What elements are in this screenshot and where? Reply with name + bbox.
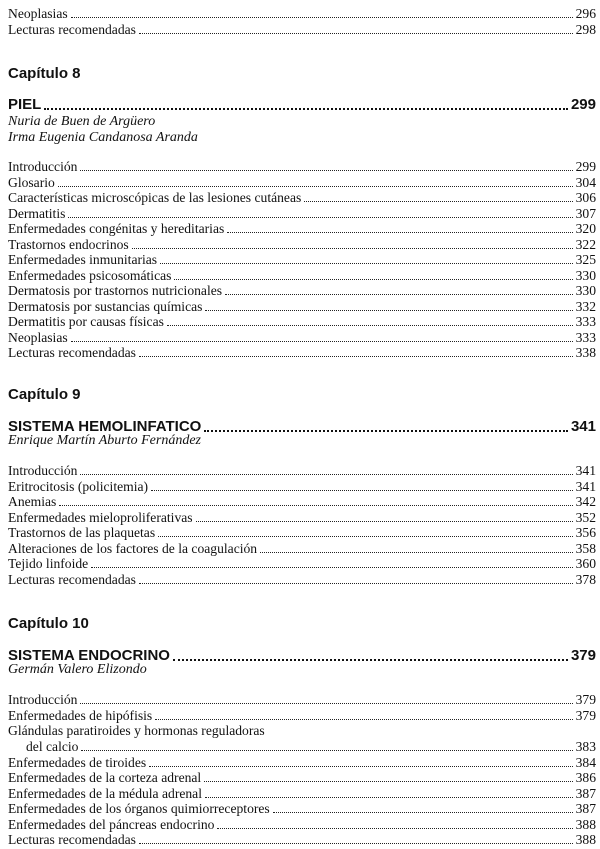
- toc-entry: Enfermedades de la médula adrenal 387: [8, 786, 596, 801]
- toc-entry: Enfermedades inmunitarias 325: [8, 252, 596, 267]
- toc-entry: Neoplasias 296: [8, 6, 596, 21]
- toc-entry: Enfermedades de tiroides 384: [8, 755, 596, 770]
- toc-entry: Características microscópicas de las lesiones cutáneas 306: [8, 190, 596, 205]
- chapter-author: Germán Valero Elizondo: [8, 662, 147, 677]
- toc-entry: Dermatosis por sustancias químicas 332: [8, 299, 596, 314]
- toc-entry: Enfermedades de la corteza adrenal 386: [8, 770, 596, 785]
- toc-entry-wrapped: Glándulas paratiroides y hormonas reguladoras: [8, 723, 265, 738]
- toc-entry: Enfermedades psicosomáticas 330: [8, 268, 596, 283]
- chapter-heading: Capítulo 10: [8, 615, 89, 632]
- toc-entry: Enfermedades congénitas y hereditarias 320: [8, 221, 596, 236]
- toc-entry: Anemias 342: [8, 494, 596, 509]
- toc-entry: Trastornos de las plaquetas 356: [8, 525, 596, 540]
- toc-entry: Dermatitis por causas físicas 333: [8, 314, 596, 329]
- toc-entry: Enfermedades mieloproliferativas 352: [8, 510, 596, 525]
- toc-entry: del calcio 383: [26, 739, 596, 754]
- toc-entry: Alteraciones de los factores de la coagulación 358: [8, 541, 596, 556]
- toc-entry: Lecturas recomendadas 388: [8, 832, 596, 847]
- toc-entry: Lecturas recomendadas 298: [8, 22, 596, 37]
- chapter-heading: Capítulo 9: [8, 386, 81, 403]
- chapter-author: Irma Eugenia Candanosa Aranda: [8, 130, 198, 145]
- toc-entry: Introducción 341: [8, 463, 596, 478]
- toc-entry: Tejido linfoide 360: [8, 556, 596, 571]
- chapter-title: PIEL 299: [8, 96, 596, 113]
- toc-entry: Glosario 304: [8, 175, 596, 190]
- toc-entry: Enfermedades de hipófisis 379: [8, 708, 596, 723]
- toc-entry: Enfermedades del páncreas endocrino 388: [8, 817, 596, 832]
- chapter-heading: Capítulo 8: [8, 65, 81, 82]
- toc-entry: Dermatitis 307: [8, 206, 596, 221]
- toc-entry: Dermatosis por trastornos nutricionales 330: [8, 283, 596, 298]
- toc-entry: Eritrocitosis (policitemia) 341: [8, 479, 596, 494]
- toc-entry: Lecturas recomendadas 338: [8, 345, 596, 360]
- chapter-author: Enrique Martín Aburto Fernández: [8, 433, 202, 448]
- toc-entry: Introducción 299: [8, 159, 596, 174]
- chapter-title: SISTEMA ENDOCRINO 379: [8, 647, 596, 664]
- toc-entry: Enfermedades de los órganos quimiorreceptores 387: [8, 801, 596, 816]
- toc-entry: Lecturas recomendadas 378: [8, 572, 596, 587]
- chapter-author: Nuria de Buen de Argüero: [8, 114, 156, 129]
- toc-entry: Introducción 379: [8, 692, 596, 707]
- chapter-title: SISTEMA HEMOLINFATICO 341: [8, 418, 596, 435]
- toc-entry: Trastornos endocrinos 322: [8, 237, 596, 252]
- toc-entry: Neoplasias 333: [8, 330, 596, 345]
